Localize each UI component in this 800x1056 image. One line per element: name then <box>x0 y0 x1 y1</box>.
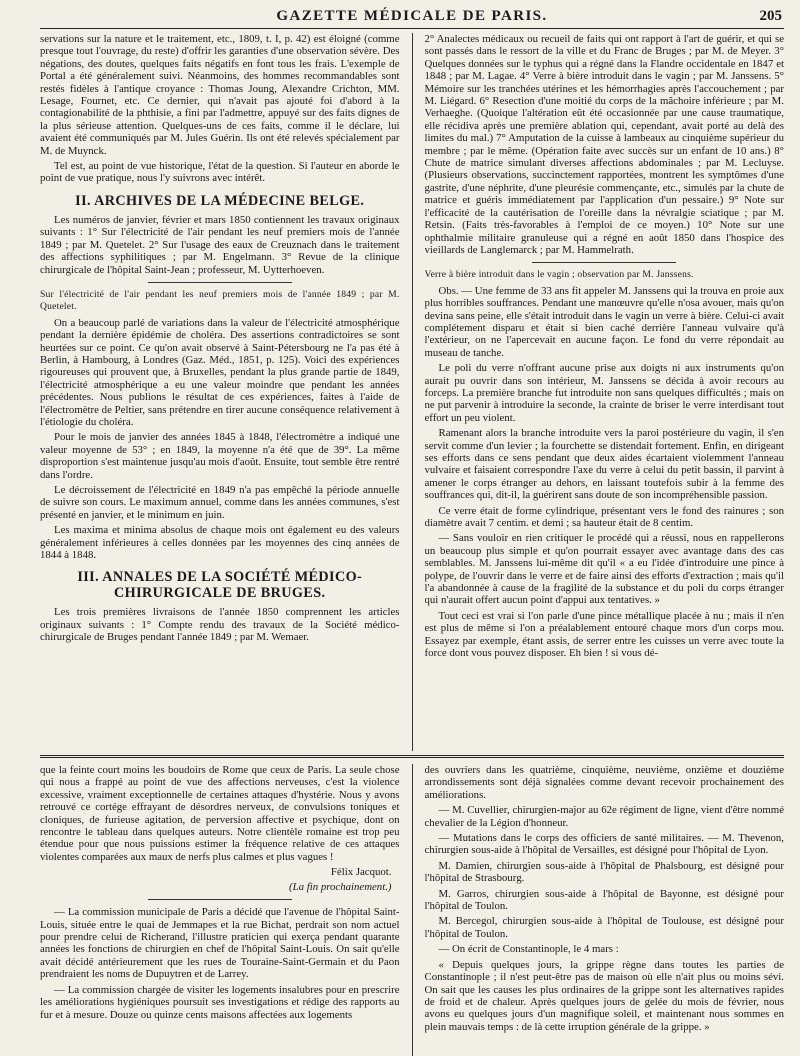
paragraph: Tel est, au point de vue historique, l'état de la question. Si l'auteur en aborde le point de vue pratique, nous l'y suivrons avec intérêt. <box>40 160 400 185</box>
news-item: — Mutations dans le corps des officiers de santé militaires. — M. Thevenon, chirurgien sous-aide à l'hôpital de Versailles, est désigné pour l'hôpital de Lyon. <box>424 832 784 857</box>
separator-rule <box>532 262 676 263</box>
column-divider <box>412 33 413 751</box>
news-item: — La commission municipale de Paris a décidé que l'avenue de l'hôpital Saint-Louis, située entre le quai de Jemmapes et la rue Bichat, perdrait son nom actuel pour prendre celui de Richerand, l'illustre praticien qui exerça pendant quarante années les fonctions de chirurgien en chef de l'hôpital Saint-Louis. On sait qu'elle avait décidé antérieurement que les rues de Touraine-Saint-Germain et du Paon prendraient les noms de Dupuytren et de Larrey. <box>40 906 400 981</box>
column-divider <box>412 764 413 1056</box>
paragraph: 2° Analectes médicaux ou recueil de faits qui ont rapport à l'art de guérir, et qui se sont passés dans le ressort de la ville et du Franc de Bruges ; par M. de Meyer. 3° Quelques données sur le typhus qui a régné dans la Flandre occidentale en 1847 et 1848 ; par M. Lagae. 4° Verre à bière introduit dans le vagin ; par M. Janssens. 5° Mémoire sur les tranchées utérines et les hémorrhagies après l'accouchement ; par M. Liégard. 6° Resection d'une moitié du corps de la mâchoire inférieure ; par M. Verhaeghe. (Quoique l'altération eût été occasionnée par une cause traumatique, elle récidiva après une première ablation qui, cependant, avait porté au delà des limites du mal.) 7° Amputation de la cuisse à lambeaux au cinquième supérieur du membre ; par le même. (Opération faite avec succès sur un enfant de 10 ans.) 8° Chute de matrice simulant diverses affections abdominales ; par M. Lecluyse. (Plusieurs observations, succinctement rapportées, montrent les symptômes d'une gastrite, d'une néphrite, d'une pleurésie commençante, etc., simulés par la chute de matrice et guéris immédiatement par l'application d'un pessaire.) 9° Note sur l'efficacité de la cautérisation de l'oreille dans la névralgie sciatique ; par M. Retsin. (Faits très-favorables à l'emploi de ce moyen.) 10° Note sur une ophthalmie militaire granuleuse qui a régné en août 1850 dans l'hospice des vieillards de Langlemarck ; par M. Hammelrath. <box>424 33 784 256</box>
continuation-note: (La fin prochainement.) <box>289 881 392 894</box>
paragraph: des ouvriers dans les quatrième, cinquième, neuvième, onzième et douzième arrondissements sont déjà signalées comme devant recevoir prochainement des améliorations. <box>424 764 784 801</box>
paragraph: Tout ceci est vrai si l'on parle d'une pince métallique placée à nu ; mais il n'en est plus de même si l'on a préalablement entouré chaque mors d'un corps mou. Essayez par exemple, étant assis, de serrer entre les cuisses un verre avec toute la force dont vous pouvez disposer. Eh bien ! si vous dé- <box>424 609 784 660</box>
author-signature: Félix Jacquot. <box>330 866 392 879</box>
paragraph: Ramenant alors la branche introduite vers la paroi postérieure du vagin, il s'en servit comme d'un levier ; la fourchette se distendait fortement. Enfin, en dirigeant ses efforts dans ce sens pendant que deux aides écartaient violemment l'anneau vulvaire et faisaient correspondre l'axe du verre à celui du petit bassin, il parvint à amener le corps étranger au dehors, en laissant toutefois subir à la femme des souffrances qui, dit-il, la guérirent sans doute de son incompréhensible passion. <box>424 427 784 502</box>
section-heading: III. ANNALES DE LA SOCIÉTÉ MÉDICO-CHIRURGICALE DE BRUGES. <box>77 569 363 602</box>
article-heading: Verre à bière introduit dans le vagin ; observation par M. Janssens. <box>424 269 694 281</box>
paragraph: Les maxima et minima absolus de chaque mois ont également eu des valeurs généralement inférieures à celles données par les moyennes des cinq années de 1844 à 1848. <box>40 524 400 562</box>
journal-title: GAZETTE MÉDICALE DE PARIS. <box>276 8 548 24</box>
news-item: M. Damien, chirurgien sous-aide à l'hôpital de Phalsbourg, est désigné pour l'hôpital de Strasbourg. <box>424 859 784 885</box>
paragraph: que la feinte court moins les boudoirs de Rome que ceux de Paris. La seule chose qui nous a frappé au point de vue des affections nerveuses, c'est la violence excessive, vraiment exceptionnelle de certaines attaques d'hystérie. Nous y avons retrouvé ce cortége effrayant de désordres nerveux, de convulsions toniques et cloniques, de furieuse agitation, de perversion affective et psychique, dont on rencontre le tableau dans quelques auteurs. Notre clientèle romaine est trop peu étendue pour que nous puissions estimer la fréquence relative de ces attaques violentes comparées aux maux de nerfs plus calmes et plus vagues ! <box>40 764 400 863</box>
news-item: — On écrit de Constantinople, le 4 mars : <box>438 943 619 956</box>
separator-rule <box>148 282 292 283</box>
news-item: — La commission chargée de visiter les logements insalubres pour en prescrire les améliorations hygiéniques poursuit ses investigations et rédige des rapports au fur et à mesure. Douze ou quinze cents maisons affectées aux logements <box>40 983 400 1021</box>
paragraph: Le décroissement de l'électricité en 1849 n'a pas empêché la période annuelle de suivre son cours. Le maximum annuel, comme dans les années communes, s'est présenté en janvier, et le minimum en juin. <box>40 484 400 521</box>
paragraph: Les trois premières livraisons de l'année 1850 comprennent les articles originaux suivants : 1° Compte rendu des travaux de la Société médico-chirurgicale de Bruges pendant l'année 1849 ; par M. Wemaer. <box>40 606 400 644</box>
bottom-right-column <box>425 764 785 1056</box>
page-number: 205 <box>759 8 782 24</box>
bottom-left-column <box>40 764 400 1056</box>
paragraph: Les numéros de janvier, février et mars 1850 contiennent les travaux originaux suivants : 1° Sur l'électricité de l'air pendant les neuf premiers mois de l'année 1849 ; par M. Quetelet. 2° Sur l'usage des eaux de Creuznach dans le traitement des affections syphilitiques ; par M. Engelmann. 3° Revue de la clinique chirurgicale de l'hôpital Saint-Jean ; professeur, M. Uytterhoeven. <box>40 213 400 276</box>
news-item: M. Bercegol, chirurgien sous-aide à l'hôpital de Toulouse, est désigné pour l'hôpital de Toulon. <box>424 915 784 940</box>
paragraph: Pour le mois de janvier des années 1845 à 1848, l'électromètre a indiqué une valeur moyenne de 53° ; en 1849, la moyenne n'a été que de 39°. La même disproportion s'est maintenue jusqu'au mois d'août. Ensuite, tout semble être rentré dans l'ordre. <box>40 431 400 481</box>
paragraph: Ce verre était de forme cylindrique, présentant vers le fond des rainures ; son diamètre avait 7 centim. et demi ; sa hauteur était de 8 centim. <box>424 504 784 530</box>
left-column <box>40 33 400 751</box>
news-item: M. Garros, chirurgien sous-aide à l'hôpital de Bayonne, est désigné pour l'hôpital de Toulon. <box>424 887 784 913</box>
paragraph: On a beaucoup parlé de variations dans la valeur de l'électricité atmosphérique pendant la dernière épidémie de choléra. Des assertions contradictoires se sont heurtées sur ce point. Ce qu'on avait observé à Saint-Pétersbourg ne l'a pas été à Berlin, à Hambourg, à Londres (Gaz. Méd., 1851, p. 125). Voici des expériences rigoureuses qui prouvent que, à Bruxelles, pendant la plus grande partie de 1849, l'électricité atmosphérique a eu une valeur moindre que pendant les années précédentes. Nous publions le résultat de ces expériences, faites à l'aide de l'électromètre de Peltier, sans prétendre en tirer aucune conséquence relativement à l'étiologie du choléra. <box>40 316 400 428</box>
top-section <box>40 33 784 751</box>
quotation: « Depuis quelques jours, la grippe règne dans toutes les parties de Constantinople ; il n'est peut-être pas de maison où elle n'ait plus ou moins sévi. On sait que les causes les plus ordinaires de la grippe sont les alternatives rapides de froid et de chaleur. Après quelques jours de gelée du mois de février, nous avons eu quelques jours d'un magnifique soleil, et maintenant nous sommes en plein mauvais temps : de là cette irruption générale de la grippe. » <box>424 958 784 1033</box>
paragraph: servations sur la nature et le traitement, etc., 1809, t. I, p. 42) est éloigné (comme presque tout l'ouvrage, du reste) d'offrir les garanties d'une observation sévère. Des négations, des doutes, quelques faits négatifs en font tous les frais. L'exemple de Portal a été généralement suivi. Néanmoins, des hommes recommandables sont restés fidèles à l'antique croyance : Thomas Joung, Alexandre Crichton, MM. Lesage, Fournet, etc. Ce dernier, qui n'avait pas ajouté foi d'abord à la contagionabilité de la phthisie, a fini par l'admettre, appuyé sur des faits dignes de la plus sérieuse attention. Quelques-uns de ces faits, comme il le déclare, lui avaient été communiqués par M. Jules Guérin. Ils ont été relevés spécialement par M. de Muynck. <box>40 33 400 157</box>
article-heading: Sur l'électricité de l'air pendant les neuf premiers mois de l'année 1849 ; par M. Quetelet. <box>40 288 400 313</box>
separator-rule <box>148 899 292 900</box>
page-header <box>40 6 784 29</box>
feuilleton-section <box>40 755 784 1056</box>
paragraph: Le poli du verre n'offrant aucune prise aux doigts ni aux instruments qu'on aurait pu ouvrir dans son intérieur, M. Janssens se décida à avoir recours au forceps. La première branche fut introduite non sans quelques difficultés ; mais on ne put parvenir à introduire la seconde, la crainte de briser le verre interdisant tout effort un peu violent. <box>424 362 784 424</box>
right-column <box>425 33 785 751</box>
news-item: — M. Cuvellier, chirurgien-major au 62e régiment de ligne, vient d'être nommé chevalier de la Légion d'honneur. <box>424 804 784 829</box>
paragraph: — Sans vouloir en rien critiquer le procédé qui a réussi, nous en rappellerons un beaucoup plus simple et qu'on pourrait essayer avec avantage dans des cas semblables. M. Janssens lui-même dit qu'il « a eu l'idée d'introduire une pince à polype, de l'ouvrir dans le verre et de faire ainsi des efforts d'extraction ; mais qu'il l'a abandonnée à cause de la fragilité de la substance et du poli du corps étranger qui n'aurait offert aucun point d'appui aux tentatives. » <box>424 532 784 607</box>
paragraph: Obs. — Une femme de 33 ans fit appeler M. Janssens qui la trouva en proie aux plus horribles souffrances. Pendant une manœuvre qu'elle n'osa avouer, mais qu'on devina sans peine, elle s'était introduit dans le vagin un verre à bière. Celui-ci avait complétement disparu et était si bien caché derrière l'anneau vulvaire qu'à l'extérieur, on ne l'apercevait en aucune façon. Le fond du verre répondait au museau de tanche. <box>424 284 784 359</box>
section-heading: II. ARCHIVES DE LA MÉDECINE BELGE. <box>75 192 365 209</box>
